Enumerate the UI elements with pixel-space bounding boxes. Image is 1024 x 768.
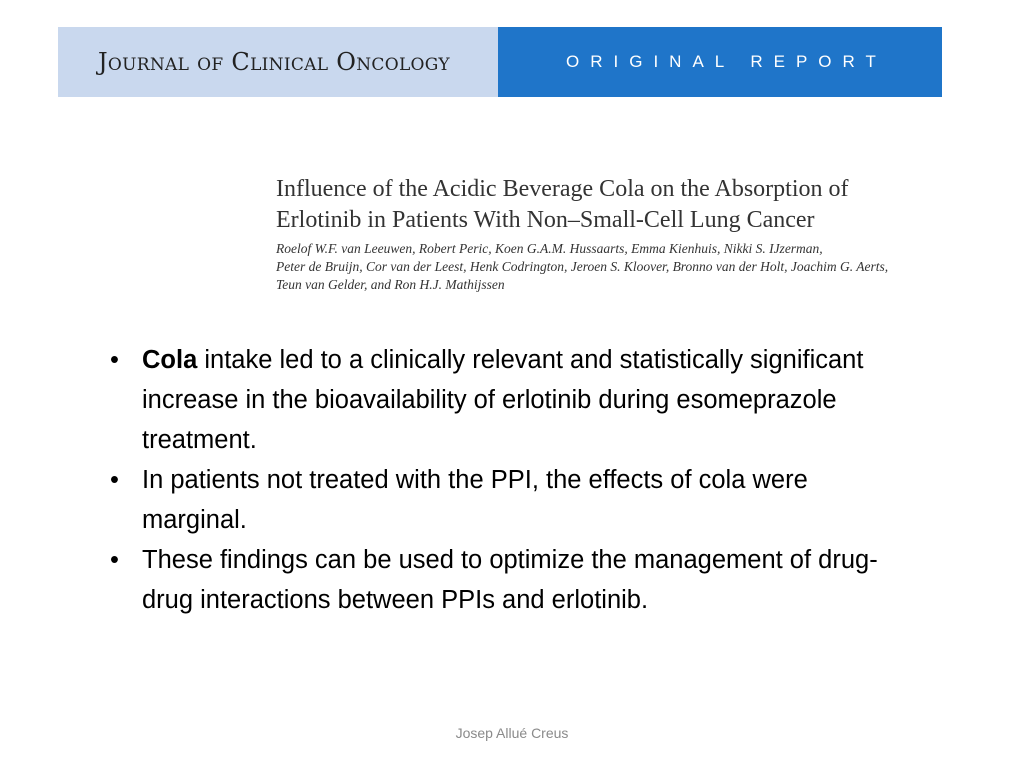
article-authors-line-3: Teun van Gelder, and Ron H.J. Mathijssen (276, 277, 505, 292)
bullet-marker: • (110, 346, 119, 374)
journal-banner-left (58, 27, 498, 97)
journal-banner-right (498, 27, 942, 97)
key-findings-list (108, 340, 908, 620)
bullet-marker: • (110, 466, 119, 494)
report-type-label: ORIGINAL REPORT (566, 52, 887, 71)
bullet-item (108, 340, 908, 460)
journal-banner (58, 27, 942, 97)
bullet-bold-text: Cola (142, 346, 198, 374)
bullet-marker: • (110, 546, 119, 574)
bullet-item (108, 460, 908, 540)
article-header (276, 174, 948, 294)
article-authors (276, 240, 948, 294)
article-title-line-2: Erlotinib in Patients With Non–Small-Cell Lung Cancer (276, 207, 815, 233)
article-authors-line-1: Roelof W.F. van Leeuwen, Robert Peric, Koen G.A.M. Hussaarts, Emma Kienhuis, Nikki S. IJzerman, (276, 241, 823, 256)
article-title-line-1: Influence of the Acidic Beverage Cola on the Absorption of (276, 176, 849, 202)
journal-title: Journal of Clinical Oncology (98, 48, 450, 76)
bullet-text: intake led to a clinically relevant and statistically significant increase in the bioavailability of erlotinib during esomeprazole treatment. (142, 346, 864, 454)
article-title (276, 174, 948, 236)
bullet-text: In patients not treated with the PPI, the effects of cola were marginal. (142, 466, 808, 534)
bullet-text: These findings can be used to optimize the management of drug-drug interactions between PPIs and erlotinib. (142, 546, 878, 614)
article-authors-line-2: Peter de Bruijn, Cor van der Leest, Henk Codrington, Jeroen S. Kloover, Bronno van der Holt, Joachim G. Aerts, (276, 259, 889, 274)
slide-footer: Josep Allué Creus (455, 725, 569, 741)
bullet-item (108, 540, 908, 620)
